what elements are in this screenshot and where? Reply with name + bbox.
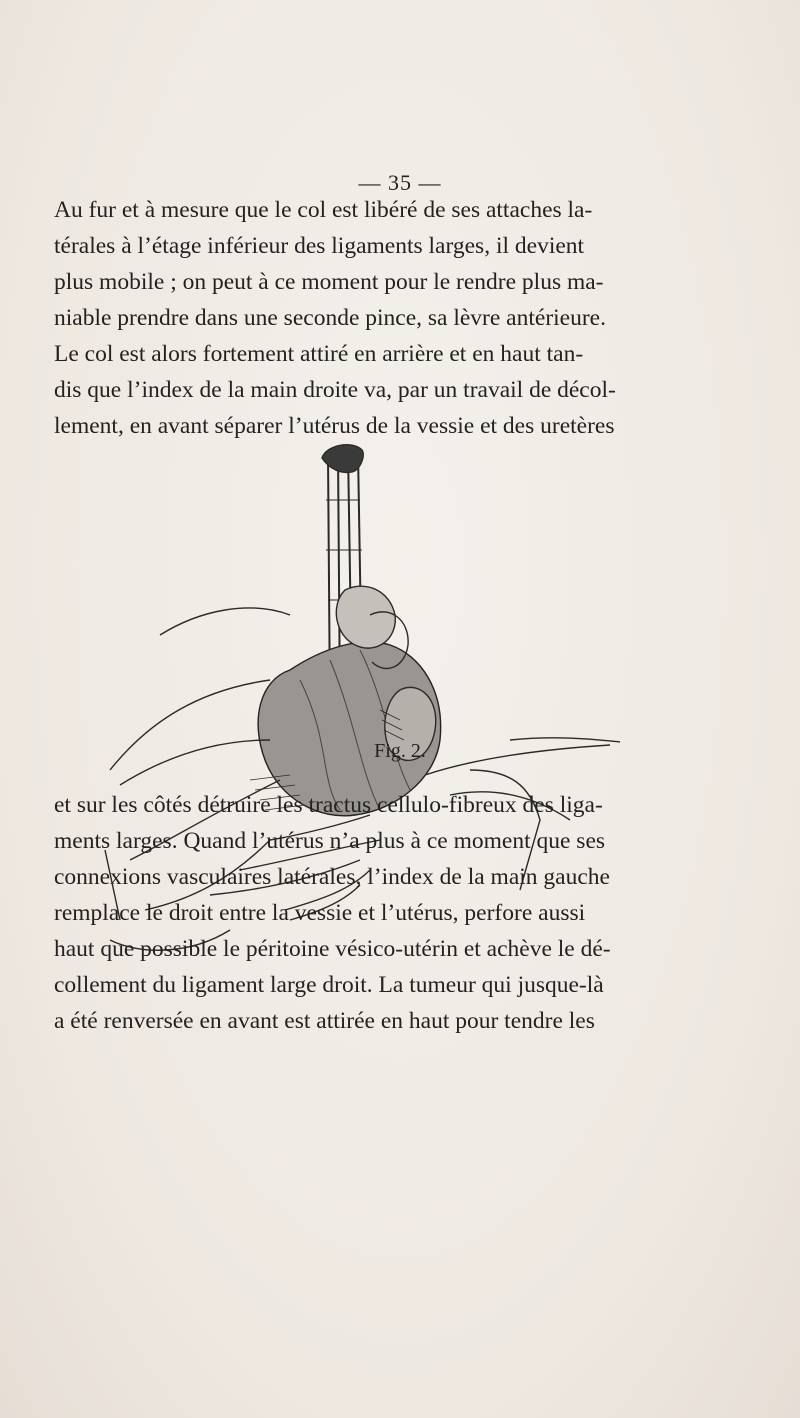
ligament-left <box>160 608 290 635</box>
text-line: et sur les côtés détruire les tractus cellulo-fibreux des liga- <box>54 792 603 818</box>
text-line: Le col est alors fortement attiré en arrière et en haut tan- <box>54 341 584 367</box>
text-line: plus mobile ; on peut à ce moment pour le rendre plus ma- <box>54 269 604 295</box>
text-line: haut que possible le péritoine vésico-utérin et achève le dé- <box>54 936 611 962</box>
text-line: térales à l’étage inférieur des ligaments larges, il devient <box>54 233 585 259</box>
text-line: collement du ligament large droit. La tumeur qui jusque-là <box>54 972 604 998</box>
page-number: — 35 — <box>358 170 442 195</box>
text-line: dis que l’index de la main droite va, par un travail de décol- <box>54 377 616 403</box>
text-line: Au fur et à mesure que le col est libéré de ses attaches la- <box>54 197 593 223</box>
text-line: niable prendre dans une seconde pince, sa lèvre antérieure. <box>54 305 606 331</box>
paragraph-top <box>54 192 750 444</box>
paragraph-bottom <box>54 787 750 1039</box>
text-line: connexions vasculaires latérales, l’index de la main gauche <box>54 864 610 890</box>
text-line: a été renversée en avant est attirée en haut pour tendre les <box>54 1008 595 1034</box>
text-line: remplace le droit entre la vessie et l’utérus, perfore aussi <box>54 900 586 926</box>
text-line: ments larges. Quand l’utérus n’a plus à ce moment que ses <box>54 828 606 854</box>
figure-caption: Fig. 2. <box>374 740 426 762</box>
text-line: lement, en avant séparer l’utérus de la vessie et des uretères <box>54 413 615 439</box>
